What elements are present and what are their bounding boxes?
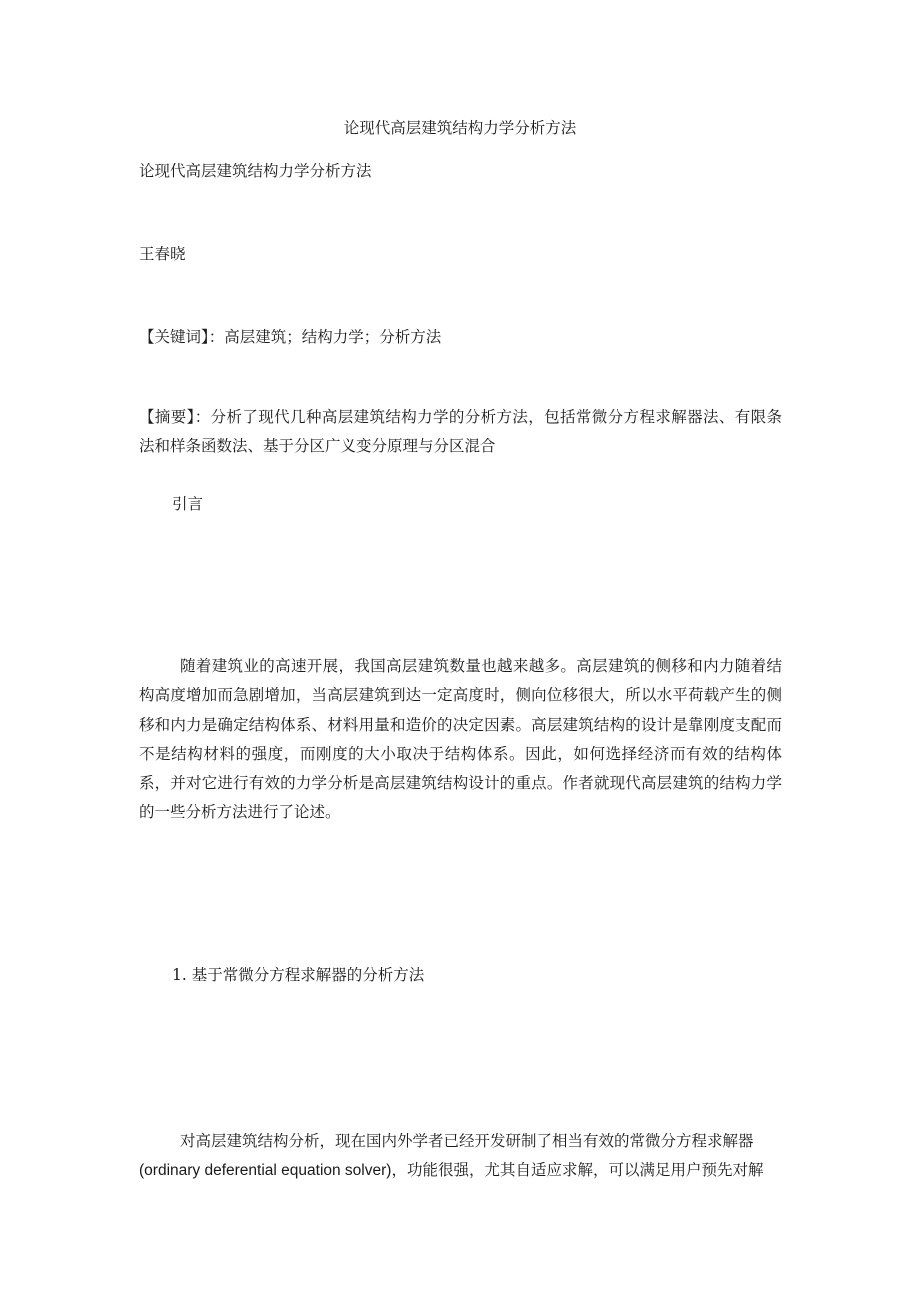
intro-heading: 引言 [172,495,204,513]
author: 王春晓 [139,245,186,263]
section-1-latin-term: (ordinary deferential equation solver) [139,1162,392,1179]
section-1-line-2 [139,1158,763,1180]
section-1-line-1: 对高层建筑结构分析，现在国内外学者已经开发研制了相当有效的常微分方程求解器 [180,1132,754,1150]
keywords: 【关键词】：高层建筑；结构力学；分析方法 [139,328,442,346]
header-title: 论现代高层建筑结构力学分析方法 [343,119,577,137]
section-1-line-2-rest: ，功能很强，尤其自适应求解，可以满足用户预先对解 [391,1161,764,1179]
section-1-heading: 1. 基于常微分方程求解器的分析方法 [172,966,425,984]
intro-paragraph: 随着建筑业的高速开展，我国高层建筑数量也越来越多。高层建筑的侧移和内力随着结构高度增加而急剧增加，当高层建筑到达一定高度时，侧向位移很大，所以水平荷载产生的侧移和内力是确定结构体系、材料用量和造价的决定因素。高层建筑结构的设计是靠刚度支配而不是结构材料的强度，而刚度的大小取决于结构体系。因此，如何选择经济而有效的结构体系，并对它进行有效的力学分析是高层建筑结构设计的重点。作者就现代高层建筑的结构力学的一些分析方法进行了论述。 [139,657,782,822]
abstract: 【摘要】：分析了现代几种高层建筑结构力学的分析方法，包括常微分方程求解器法、有限条法和样条函数法、基于分区广义变分原理与分区混合 [139,408,782,456]
document-title: 论现代高层建筑结构力学分析方法 [139,162,372,180]
